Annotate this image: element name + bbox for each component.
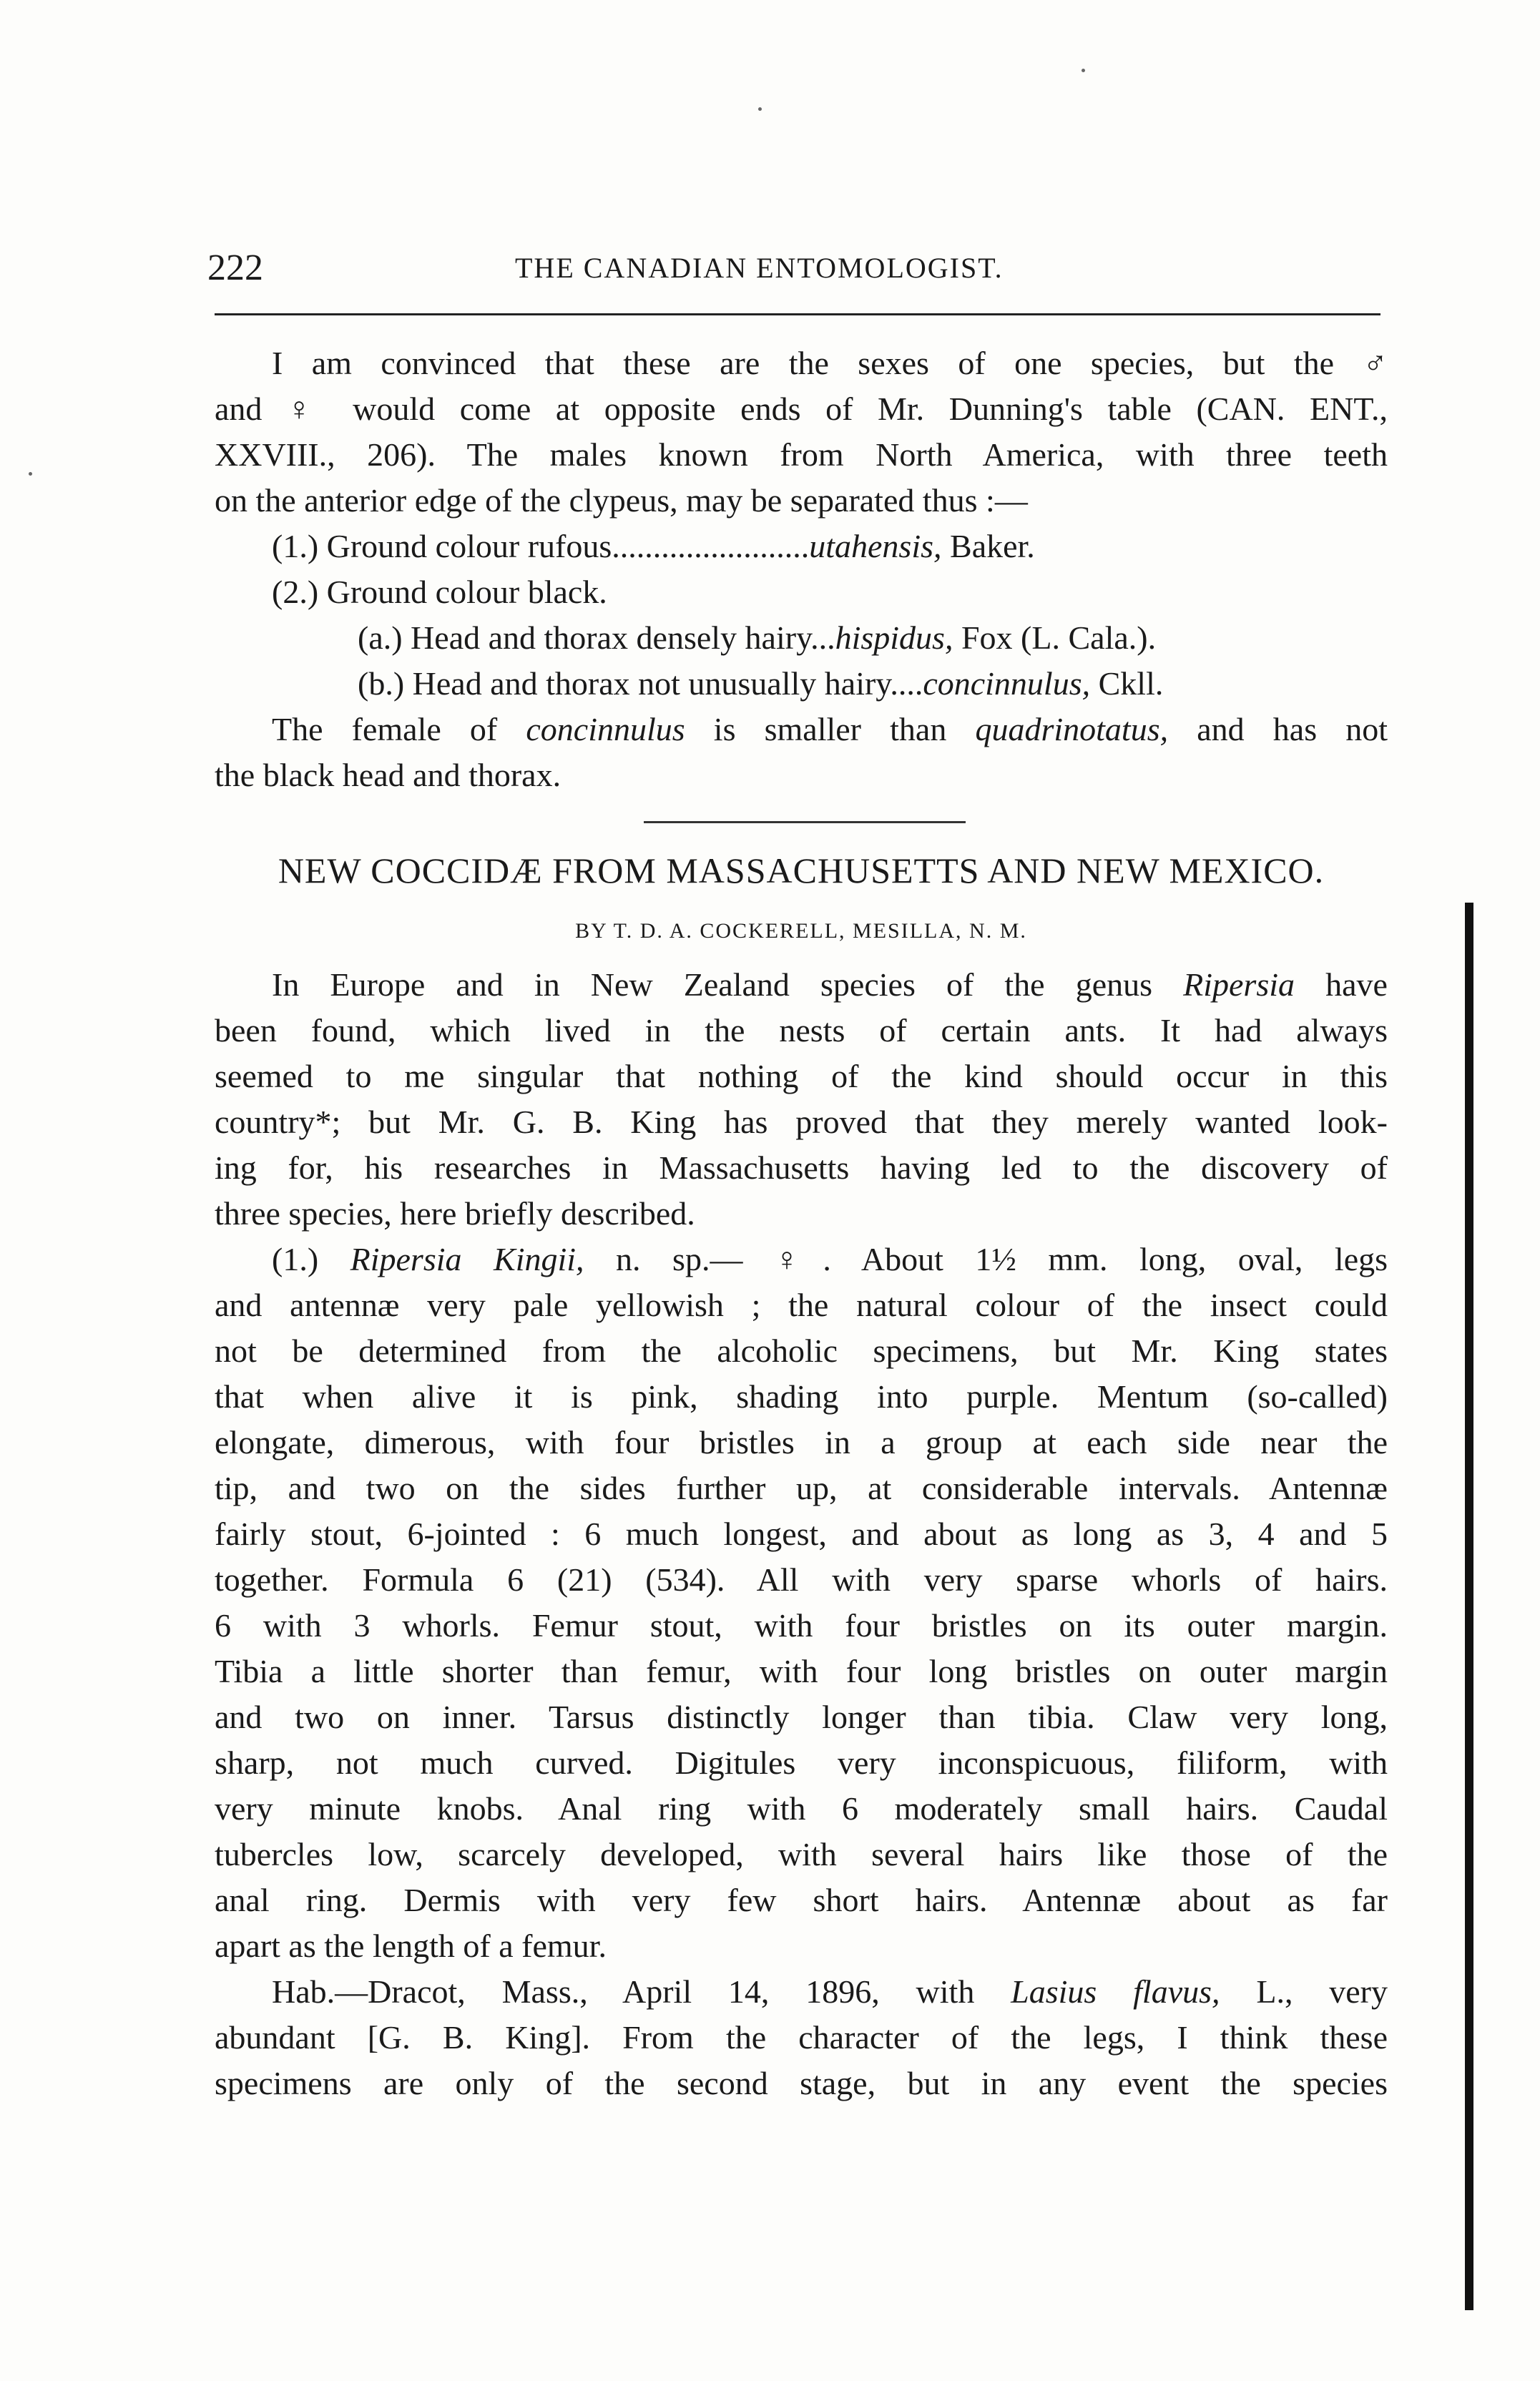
scan-speck [29, 472, 32, 476]
desc-line-11: sharp, not much curved. Digitules very inconspicuous, filiform, with [215, 1744, 1388, 1781]
desc-line-12: very minute knobs. Anal ring with 6 moderately small hairs. Caudal [215, 1790, 1388, 1827]
desc-line-4: elongate, dimerous, with four bristles in a group at each side near the [215, 1424, 1388, 1460]
article-title: NEW COCCIDÆ FROM MASSACHUSETTS AND NEW MEXICO. [278, 850, 1325, 890]
key-item-2: (2.) Ground colour black. [272, 574, 607, 610]
desc-line-5: tip, and two on the sides further up, at considerable intervals. Antennæ [215, 1470, 1388, 1506]
desc-line-3: that when alive it is pink, shading into purple. Mentum (so-called) [215, 1378, 1388, 1415]
section-divider [644, 821, 966, 823]
intro-line-1: I am convinced that these are the sexes of one species, but the ♂ [272, 345, 1388, 381]
desc-line-10: and two on inner. Tarsus distinctly longer than tibia. Claw very long, [215, 1699, 1388, 1735]
female-note: The female of concinnulus is smaller than quadrinotatus, and has not [272, 711, 1388, 747]
para1-line-1: In Europe and in New Zealand species of the genus Ripersia have [272, 966, 1388, 1003]
para1-line-4: country*; but Mr. G. B. King has proved that they merely wanted look- [215, 1104, 1388, 1140]
habitat-line-2: abundant [G. B. King]. From the character of the legs, I think these [215, 2019, 1388, 2056]
female-note-end: the black head and thorax. [215, 757, 561, 793]
desc-line-8: 6 with 3 whorls. Femur stout, with four bristles on its outer margin. [215, 1607, 1388, 1644]
scan-speck [758, 107, 762, 111]
desc-line-9: Tibia a little shorter than femur, with four long bristles on outer margin [215, 1653, 1388, 1689]
para1-line-2: been found, which lived in the nests of certain ants. It had always [215, 1012, 1388, 1049]
header-rule [215, 313, 1380, 315]
intro-line-2: and ♀ would come at opposite ends of Mr. Dunning's table (CAN. ENT., [215, 391, 1388, 427]
desc-line-6: fairly stout, 6-jointed : 6 much longest, and about as long as 3, 4 and 5 [215, 1516, 1388, 1552]
margin-scan-bar [1465, 903, 1473, 2310]
para1-line-5: ing for, his researches in Massachusetts having led to the discovery of [215, 1149, 1388, 1186]
intro-line-3: XXVIII., 206). The males known from North America, with three teeth [215, 436, 1388, 473]
page-header [207, 247, 1395, 290]
habitat-line-1: Hab.—Dracot, Mass., April 14, 1896, with Lasius flavus, L., very [272, 1973, 1388, 2010]
desc-line-15: apart as the length of a femur. [215, 1928, 607, 1964]
para1-line-3: seemed to me singular that nothing of the kind should occur in this [215, 1058, 1388, 1094]
article-byline: BY T. D. A. COCKERELL, MESILLA, N. M. [575, 919, 1027, 943]
key-item-a: (a.) Head and thorax densely hairy...hispidus, Fox (L. Cala.). [358, 619, 1157, 656]
para1-line-6: three species, here briefly described. [215, 1195, 695, 1232]
desc-line-7: together. Formula 6 (21) (534). All with very sparse whorls of hairs. [215, 1561, 1388, 1598]
desc-line-14: anal ring. Dermis with very few short hairs. Antennæ about as far [215, 1882, 1388, 1918]
desc-line-2: not be determined from the alcoholic specimens, but Mr. King states [215, 1332, 1388, 1369]
key-item-1: (1.) Ground colour rufous........................utahensis, Baker. [272, 528, 1035, 564]
intro-line-4: on the anterior edge of the clypeus, may be separated thus :— [215, 482, 1028, 519]
running-head: THE CANADIAN ENTOMOLOGIST. [515, 252, 1004, 284]
desc-line-13: tubercles low, scarcely developed, with several hairs like those of the [215, 1836, 1388, 1872]
desc-line-1: and antennæ very pale yellowish ; the natural colour of the insect could [215, 1287, 1388, 1323]
page-number: 222 [207, 247, 263, 288]
scan-speck [1082, 69, 1085, 72]
species-heading: (1.) Ripersia Kingii, n. sp.— ♀. About 1½ mm. long, oval, legs [272, 1241, 1388, 1277]
habitat-line-3: specimens are only of the second stage, but in any event the species [215, 2065, 1388, 2101]
key-item-b: (b.) Head and thorax not unusually hairy....concinnulus, Ckll. [358, 665, 1164, 702]
